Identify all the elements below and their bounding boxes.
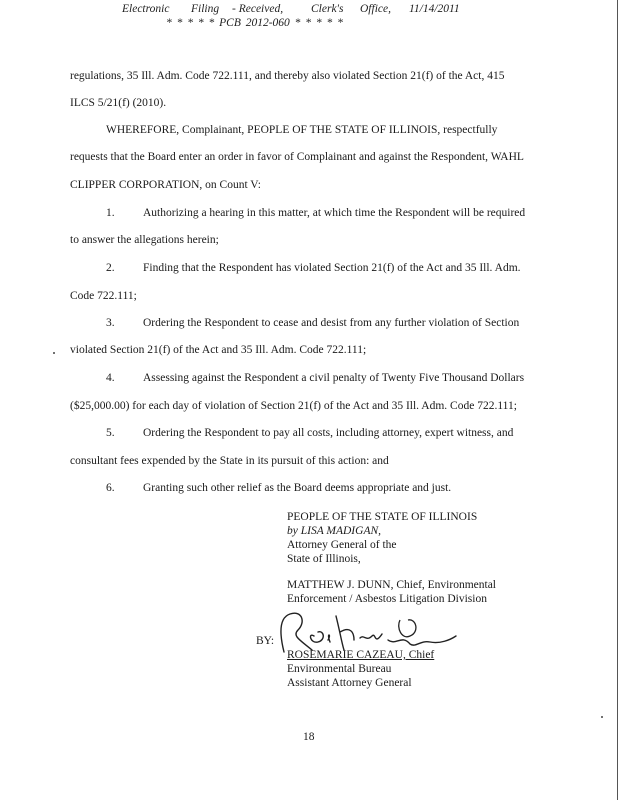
signature-division: Enforcement / Asbestos Litigation Division bbox=[287, 593, 487, 605]
signature-party: PEOPLE OF THE STATE OF ILLINOIS bbox=[287, 511, 478, 523]
header-electronic: Electronic bbox=[122, 3, 170, 15]
item-number: 2. bbox=[106, 262, 115, 274]
header-case-number: * * * * * PCB 2012-060 * * * * * bbox=[166, 17, 343, 29]
scan-edge-line bbox=[617, 0, 618, 800]
scan-speck bbox=[53, 352, 55, 354]
paragraph-line: ILCS 5/21(f) (2010). bbox=[70, 97, 167, 109]
signature-signer: ROSEMARIE CAZEAU, Chief bbox=[287, 649, 435, 661]
scan-speck bbox=[601, 716, 603, 718]
item-text: Ordering the Respondent to pay all costs, including attorney, expert witness, and bbox=[143, 427, 514, 439]
item-text: ($25,000.00) for each day of violation of Section 21(f) of the Act and 35 Ill. Adm. Code 722.111; bbox=[70, 400, 517, 412]
page-number: 18 bbox=[303, 731, 315, 743]
header-office: Office, bbox=[360, 3, 391, 15]
header-clerks: Clerk's bbox=[311, 3, 344, 15]
signature-by: by LISA MADIGAN, bbox=[287, 525, 382, 537]
item-text: violated Section 21(f) of the Act and 35 Ill. Adm. Code 722.111; bbox=[70, 344, 367, 356]
signature-state: State of Illinois, bbox=[287, 553, 361, 565]
signature-bureau: Environmental Bureau bbox=[287, 663, 392, 675]
paragraph-line: regulations, 35 Ill. Adm. Code 722.111, and thereby also violated Section 21(f) of the Act, 415 bbox=[70, 70, 505, 82]
item-text: Granting such other relief as the Board deems appropriate and just. bbox=[143, 482, 452, 494]
wherefore-line: CLIPPER CORPORATION, on Count V: bbox=[70, 179, 261, 191]
signature-by-label: BY: bbox=[256, 635, 275, 647]
item-text: Authorizing a hearing in this matter, at which time the Respondent will be required bbox=[143, 207, 526, 219]
item-text: Ordering the Respondent to cease and desist from any further violation of Section bbox=[143, 317, 520, 329]
item-text: consultant fees expended by the State in its pursuit of this action: and bbox=[70, 455, 389, 467]
header-filing: Filing bbox=[191, 3, 220, 15]
item-number: 1. bbox=[106, 207, 115, 219]
item-text: Assessing against the Respondent a civil penalty of Twenty Five Thousand Dollars bbox=[143, 372, 525, 384]
wherefore-line: requests that the Board enter an order in favor of Complainant and against the Respondent, WAHL bbox=[70, 151, 524, 163]
item-text: Code 722.111; bbox=[70, 290, 137, 302]
item-number: 4. bbox=[106, 372, 115, 384]
item-text: Finding that the Respondent has violated Section 21(f) of the Act and 35 Ill. Adm. bbox=[143, 262, 521, 274]
wherefore-line: WHEREFORE, Complainant, PEOPLE OF THE STATE OF ILLINOIS, respectfully bbox=[106, 124, 498, 136]
signature-ag-title: Attorney General of the bbox=[287, 539, 397, 551]
item-number: 3. bbox=[106, 317, 115, 329]
signature-signer-title: Assistant Attorney General bbox=[287, 677, 412, 689]
header-received: - Received, bbox=[232, 3, 284, 15]
signature-chief: MATTHEW J. DUNN, Chief, Environmental bbox=[287, 579, 496, 591]
item-number: 6. bbox=[106, 482, 115, 494]
item-number: 5. bbox=[106, 427, 115, 439]
item-text: to answer the allegations herein; bbox=[70, 234, 219, 246]
header-date: 11/14/2011 bbox=[409, 3, 460, 15]
